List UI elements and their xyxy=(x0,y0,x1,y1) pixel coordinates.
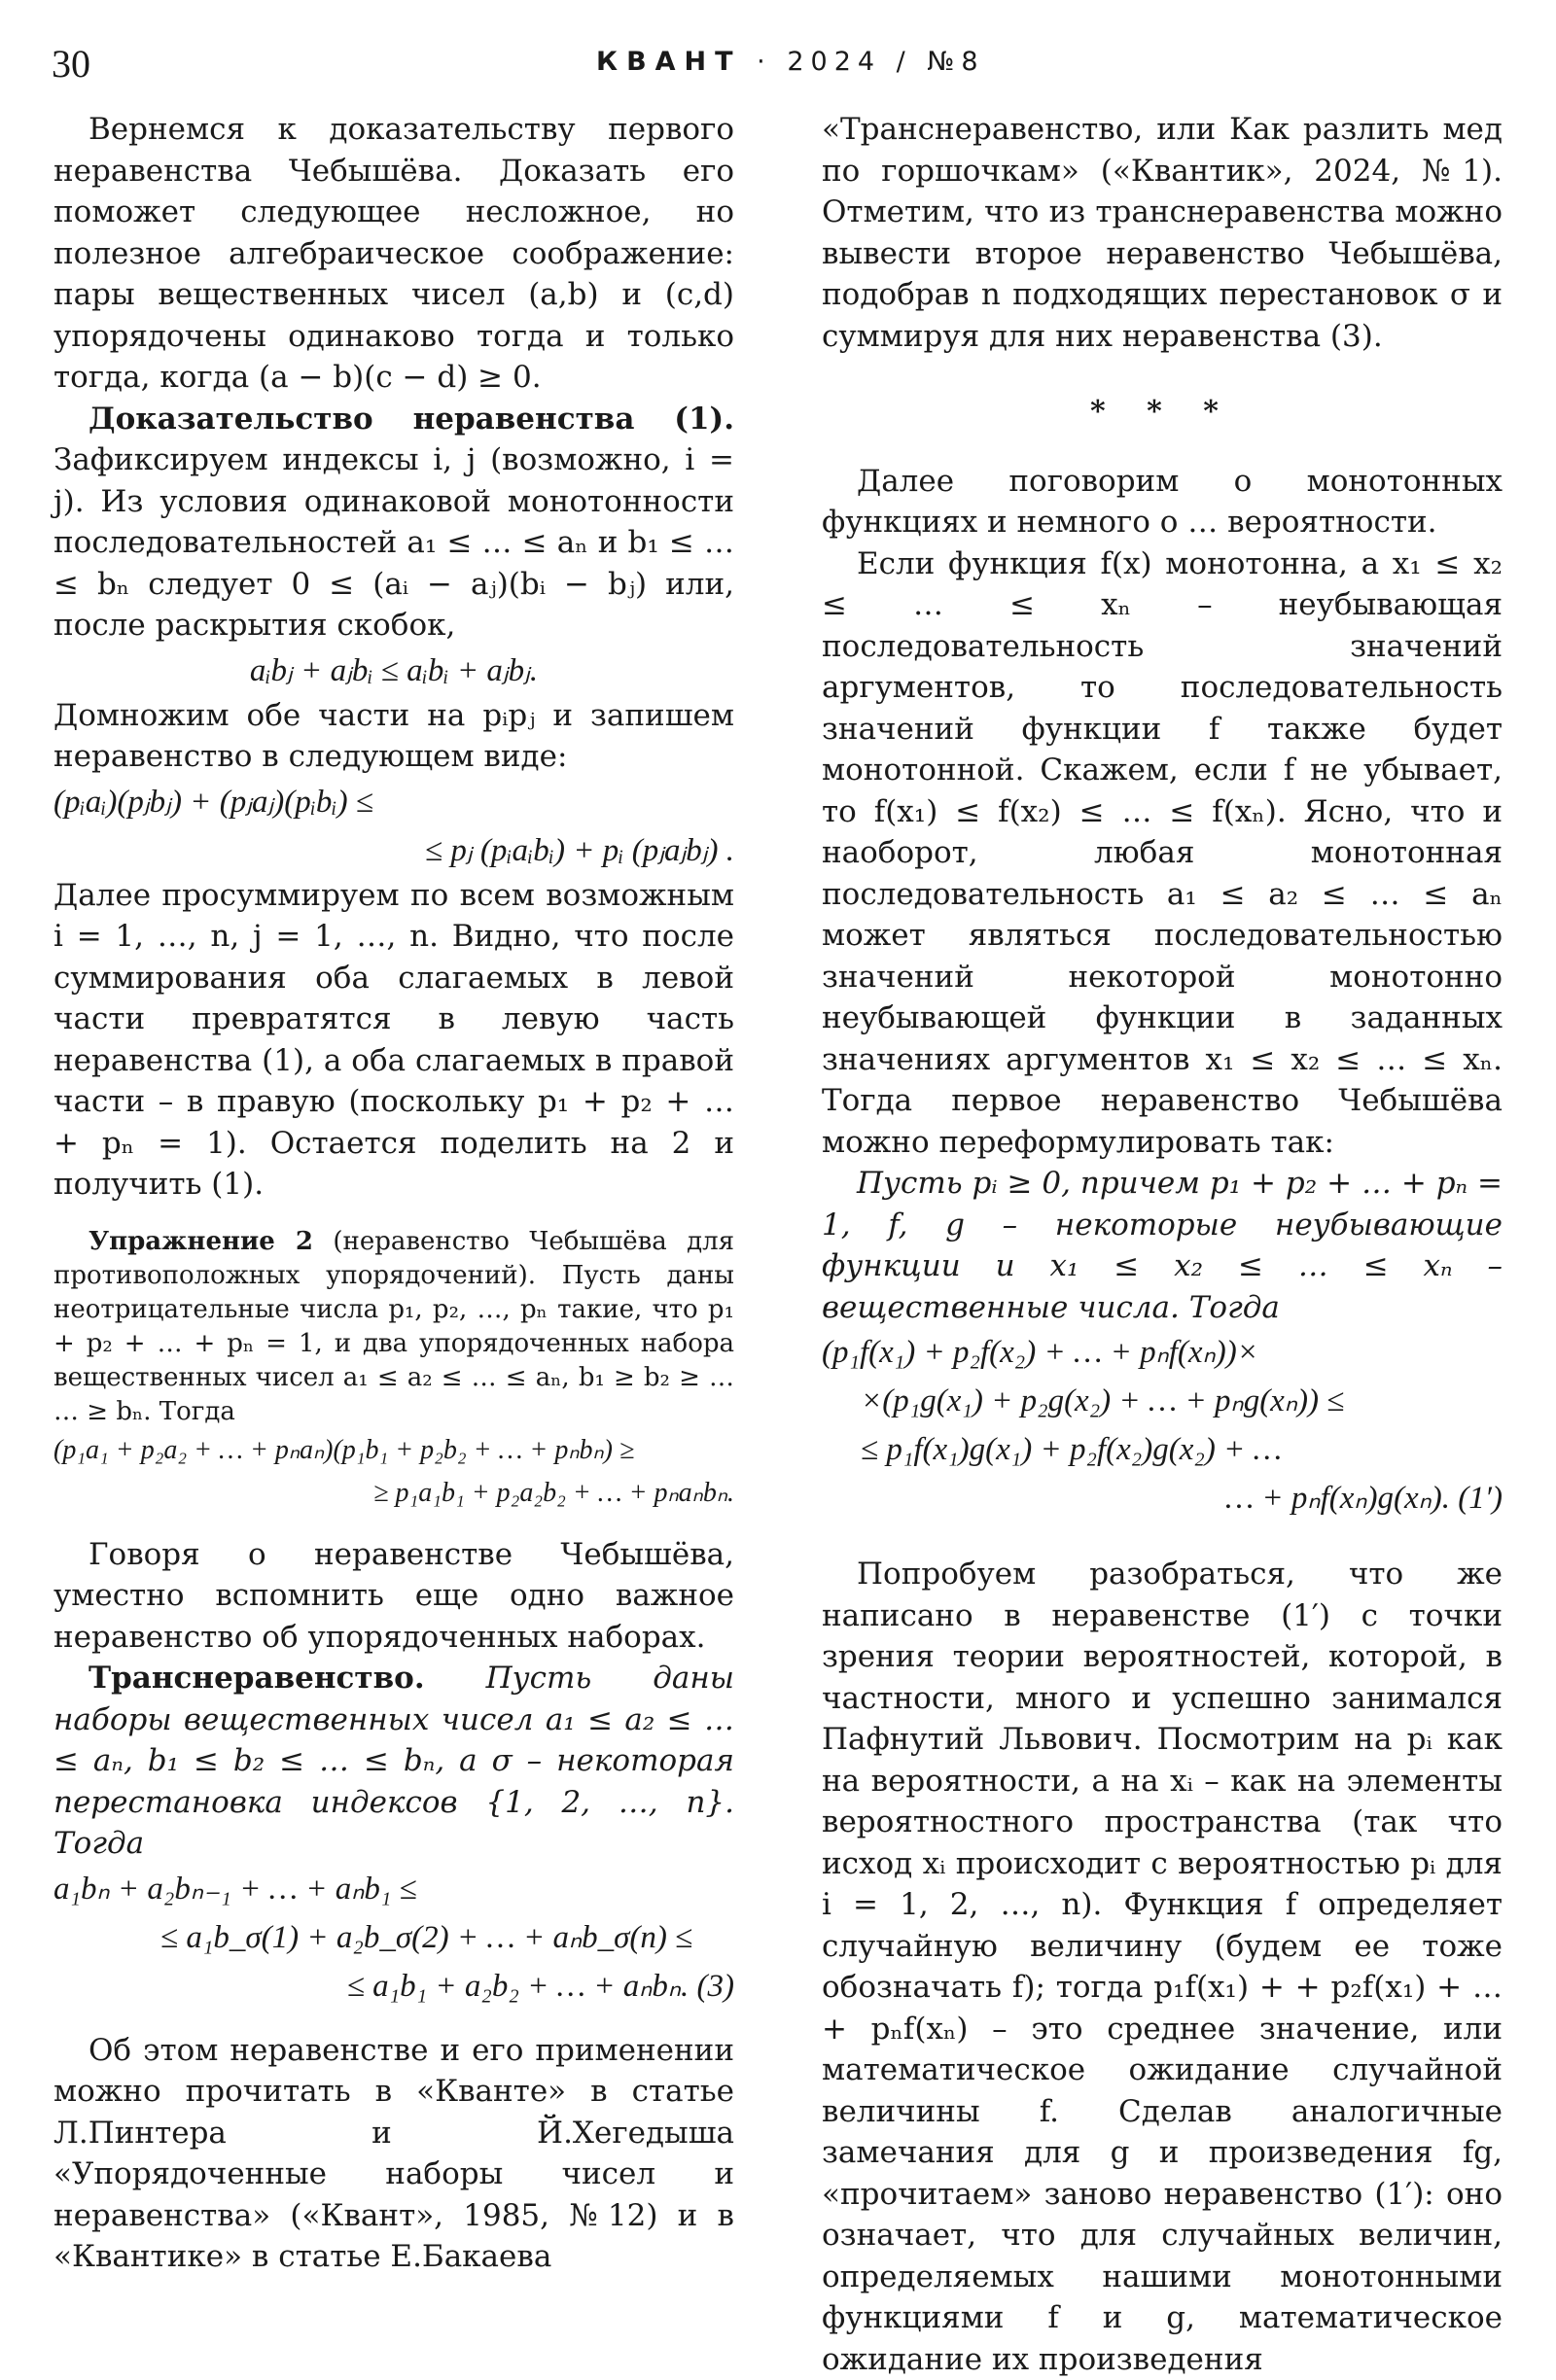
right-column xyxy=(822,109,1503,2380)
transinequality-title: Транснеравенство. xyxy=(88,1661,425,1696)
formula1prime-line1: (p₁f(x₁) + p₂f(x₂) + … + pₙf(xₙ))× xyxy=(822,1335,1258,1370)
formula-expanded: aᵢbⱼ + aⱼbᵢ ≤ aᵢbᵢ + aⱼbⱼ. xyxy=(249,652,539,688)
journal-title xyxy=(596,47,985,77)
formula-weighted-line2: ≤ pⱼ (pᵢaᵢbᵢ) + pᵢ (pⱼaⱼbⱼ) . xyxy=(424,832,734,868)
formula1prime-line3: ≤ p₁f(x₁)g(x₁) + p₂f(x₂)g(x₂) + … xyxy=(861,1432,1282,1467)
paragraph-monotone: Далее поговорим о монотонных функциях и немного о … вероятности. xyxy=(822,463,1503,540)
formula1prime-line2: ×(p₁g(x₁) + p₂g(x₂) + … + pₙg(xₙ)) ≤ xyxy=(861,1383,1345,1418)
exercise-text xyxy=(53,1225,734,1429)
formula1prime-line4: … + pₙf(xₙ)g(xₙ). (1′) xyxy=(1224,1481,1503,1516)
formula3-line3: ≤ a₁b₁ + a₂b₂ + … + aₙbₙ. (3) xyxy=(346,1968,734,2004)
paragraph-theorem: Пусть pᵢ ≥ 0, причем p₁ + p₂ + … + pₙ = 1, f, g – некоторые неубывающие функции и x₁ ≤ x₂ ≤ … ≤ xₙ – вещественные числа. Тогда xyxy=(822,1166,1503,1325)
formula-weighted-line1: (pᵢaᵢ)(pⱼbⱼ) + (pⱼaⱼ)(pᵢbᵢ) ≤ xyxy=(53,784,374,820)
left-column xyxy=(53,109,734,2278)
issue-number: 2024 / №8 xyxy=(787,47,985,77)
header-separator: · xyxy=(757,47,772,77)
paragraph-transinequality xyxy=(53,1658,734,1865)
paragraph-multiply: Домножим обе части на pᵢpⱼ и запишем неравенство в следующем виде: xyxy=(53,697,734,774)
exercise-body: (неравенство Чебышёва для противоположных упорядочений). Пусть даны неотрицательные числа p₁, p₂, …, pₙ такие, что p₁ + p₂ + … + pₙ = 1, и два упорядоченных набора вещественных чисел a₁ ≤ a₂ ≤ … ≤ aₙ, b₁ ≥ b₂ ≥ … … ≥ bₙ. Тогда xyxy=(53,1226,735,1426)
proof-text: Зафиксируем индексы i, j (возможно, i = j). Из условия одинаковой монотонности последовательностей a₁ ≤ … ≤ aₙ и b₁ ≤ … ≤ bₙ следует 0 ≤ (aᵢ − aⱼ)(bᵢ − bⱼ) или, после раскрытия скобок, xyxy=(53,442,734,643)
paragraph-sum: Далее просуммируем по всем возможным i = 1, …, n, j = 1, …, n. Видно, что после суммирования оба слагаемых в левой части превратятся в левую часть неравенства (1), а оба слагаемых в правой части – в правую (поскольку p₁ + p₂ + … + pₙ = 1). Остается поделить на 2 и получить (1). xyxy=(53,877,734,1202)
paragraph-references: Об этом неравенстве и его применении можно прочитать в «Кванте» в статье Л.Пинтера и Й.Хегедыша «Упорядоченные наборы чисел и неравенства» («Квант», 1985, №12) и в «Квантике» в статье Е.Бакаева xyxy=(53,2032,734,2274)
section-divider: * * * xyxy=(1090,395,1234,429)
proof-title: Доказательство неравенства (1). xyxy=(88,401,734,437)
paragraph-transition: Говоря о неравенстве Чебышёва, уместно вспомнить еще одно важное неравенство об упорядоченных наборах. xyxy=(53,1536,734,1655)
journal-name: КВАНТ xyxy=(596,47,742,77)
exercise-title: Упражнение 2 xyxy=(88,1226,314,1256)
formula3-line1: a₁bₙ + a₂bₙ₋₁ + … + aₙb₁ ≤ xyxy=(53,1871,417,1907)
transinequality-text: Пусть даны наборы вещественных чисел a₁ ≤ a₂ ≤ … ≤ aₙ, b₁ ≤ b₂ ≤ … ≤ bₙ, а σ – некоторая перестановка индексов {1, 2, …, n}. Тогда xyxy=(53,1661,734,1861)
paragraph-intro: Вернемся к доказательству первого неравенства Чебышёва. Доказать его поможет следующее несложное, но полезное алгебраическое соображение: пары вещественных чисел (a,b) и (c,d) упорядочены одинаково тогда и только тогда, когда (a − b)(c − d) ≥ 0. xyxy=(53,112,734,395)
paragraph-reference-cont: «Транснеравенство, или Как разлить мед по горшочкам» («Квантик», 2024, №1). Отметим, что из транснеравенства можно вывести второе неравенство Чебышёва, подобрав n подходящих перестановок σ и суммируя для них неравенства (3). xyxy=(822,112,1503,354)
formula3-line2: ≤ a₁b_σ(1) + a₂b_σ(2) + … + aₙb_σ(n) ≤ xyxy=(160,1919,693,1955)
page-number: 30 xyxy=(52,42,90,86)
page-header xyxy=(52,41,1504,89)
exercise-formula-line1: (p₁a₁ + p₂a₂ + … + pₙaₙ)(p₁b₁ + p₂b₂ + … + pₙbₙ) ≥ xyxy=(53,1434,635,1465)
exercise-block xyxy=(53,1225,734,1515)
paragraph-function: Если функция f(x) монотонна, а x₁ ≤ x₂ ≤ … ≤ xₙ – неубывающая последовательность значений аргументов, то последовательность значений функции f также будет монотонной. Скажем, если f не убывает, то f(x₁) ≤ f(x₂) ≤ … ≤ f(xₙ). Ясно, что и наоборот, любая монотонная последовательность a₁ ≤ a₂ ≤ … ≤ aₙ может являться последовательностью значений некоторой монотонно неубывающей функции в заданных значениях аргументов x₁ ≤ x₂ ≤ … ≤ xₙ. Тогда первое неравенство Чебышёва можно переформулировать так: xyxy=(822,545,1503,1160)
paragraph-probability: Попробуем разобраться, что же написано в неравенстве (1′) с точки зрения теории вероятностей, которой, в частности, много и успешно занимался Пафнутий Львович. Посмотрим на pᵢ как на вероятности, а на xᵢ – как на элементы вероятностного пространства (так что исход xᵢ происходит с вероятностью pᵢ для i = 1, 2, …, n). Функция f определяет случайную величину (будем ее тоже обозначать f); тогда p₁f(x₁) + + p₂f(x₁) + … + pₙf(xₙ) – это среднее значение, или математическое ожидание случайной величины f. Сделав аналогичные замечания для g и произведения fg, «прочитаем» заново неравенство (1′): оно означает, что для случайных величин, определяемых нашими монотонными функциями f и g, математическое ожидание их произведения xyxy=(822,1557,1503,2377)
paragraph-proof xyxy=(53,399,734,647)
exercise-formula-line2: ≥ p₁a₁b₁ + p₂a₂b₂ + … + pₙaₙbₙ. xyxy=(373,1477,734,1508)
